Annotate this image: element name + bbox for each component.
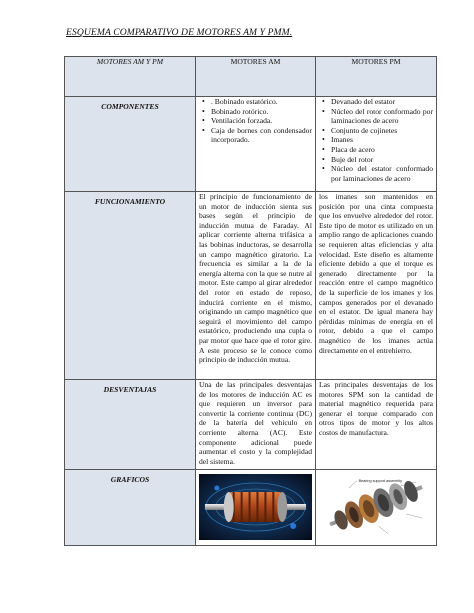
cell-graficos-am [196,470,316,546]
pm-motor-exploded-image [319,474,433,540]
cell-desventajas-pm: Las principales desventajas de los motores SPM son la cantidad de material magnético requerida para generar el torque comparado con otros tipos de motor y los altos costos de manufactura. [316,380,437,470]
list-componentes-pm [319,97,433,183]
list-item: • Bobinado rotórico. [211,107,312,117]
list-componentes-am [199,97,312,145]
list-item: • Núcleo del estator conformado por laminaciones de acero [331,164,433,183]
cell-graficos-pm [316,470,437,546]
list-item: • Placa de acero [331,145,433,155]
list-item: • Núcleo del rotor conformado por laminaciones de acero [331,107,433,126]
header-cell-pm: MOTORES PM [316,57,437,97]
row-componentes [65,97,437,192]
row-label-funcionamiento: FUNCIONAMIENTO [65,192,196,380]
header-row [65,57,437,97]
row-funcionamiento [65,192,437,380]
list-item: • Imanes [331,135,433,145]
list-item: • Devanado del estator [331,97,433,107]
page-title: ESQUEMA COMPARATIVO DE MOTORES AM Y PMM. [66,27,293,38]
comparison-table [64,56,437,546]
list-item: • Conjunto de cojinetes [331,126,433,136]
cell-componentes-pm [316,97,437,192]
header-cell-am: MOTORES AM [196,57,316,97]
cell-componentes-am [196,97,316,192]
cell-desventajas-am: Una de las principales desventajas de los motores de inducción AC es que requieren un inversor para convertir la corriente continua (DC) de la batería del vehículo en corriente alterna (AC). Este componente adicional puede aumentar el costo y la complejidad del sistema. [196,380,316,470]
induction-motor-image [199,474,312,540]
row-label-desventajas: DESVENTAJAS [65,380,196,470]
list-item: • . Bobinado estatórico. [211,97,312,107]
cell-funcionamiento-am: El principio de funcionamiento de un motor de inducción sienta sus bases según el principio de inducción mutua de Faraday. Al aplicar corriente alterna trifásica a las bobinas inductoras, se desarrolla un campo magnético giratorio. La frecuencia es similar a la de la energía alterna con la que se nutre al motor. Este campo al girar alrededor del rotor en estado de reposo, inducirá corriente en el mismo, originando un campo magnético que seguirá el movimiento del campo estatórico, produciendo una cupla o par motor que hace que el rotor gire. A este proceso se le conoce como principio de inducción mutua. [196,192,316,380]
cell-funcionamiento-pm: los imanes son mantenidos en posición por una cinta compuesta que los envuelve alrededor del rotor. Este tipo de motor es utilizado en un amplio rango de aplicaciones cuando se requieren altas eficiencias y alta velocidad. Este diseño es altamente eficiente debido a que el torque es generado directamente por la reacción entre el campo magnético de la superficie de los imanes y los campos generados por el devanado en el estator. De igual manera hay pérdidas mínimas de energía en el rotor, debido a que el campo magnético de los imanes actúa directamente en el entrehierro. [316,192,437,380]
list-item: • Caja de bornes con condensador incorporado. [211,126,312,145]
row-graficos [65,470,437,546]
list-item: • Ventilación forzada. [211,116,312,126]
list-item: • Buje del rotor [331,155,433,165]
row-label-componentes: COMPONENTES [65,97,196,192]
header-cell-category: MOTORES AM Y PM [65,57,196,97]
image-caption: Bearing support assembly [358,478,403,484]
row-label-graficos: GRAFICOS [65,470,196,546]
row-desventajas [65,380,437,470]
